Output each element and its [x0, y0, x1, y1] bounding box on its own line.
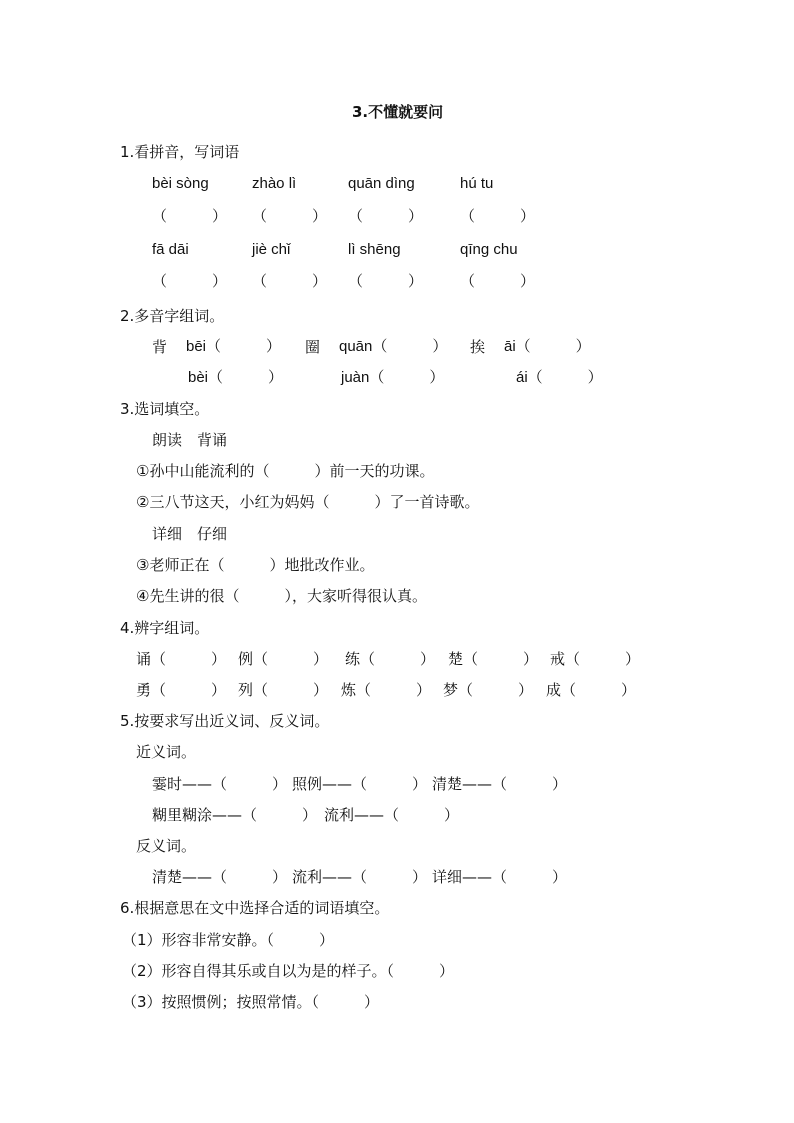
antonym-label: 反义词。: [136, 837, 197, 855]
char-entry[interactable]: 例（ ）: [238, 650, 329, 668]
polyphone-entry[interactable]: quān（ ）: [339, 338, 448, 355]
antonym-entry[interactable]: 详细——（ ）: [432, 868, 568, 886]
synonym-entry[interactable]: 照例——（ ）: [292, 775, 428, 793]
answer-blank[interactable]: （ ）: [348, 272, 424, 290]
char-entry[interactable]: 炼（ ）: [341, 681, 432, 699]
char-entry[interactable]: 诵（ ）: [136, 650, 227, 668]
word-choices: 朗读 背诵: [152, 431, 228, 449]
pinyin-item: bèi sòng: [152, 175, 209, 192]
char-entry[interactable]: 梦（ ）: [443, 681, 534, 699]
synonym-entry[interactable]: 霎时——（ ）: [152, 775, 288, 793]
char-entry[interactable]: 楚（ ）: [448, 650, 539, 668]
synonym-entry[interactable]: 清楚——（ ）: [432, 775, 568, 793]
polyphone-entry[interactable]: ái（ ）: [516, 369, 603, 386]
q4-heading: 4.辨字组词。: [120, 619, 210, 637]
char-entry[interactable]: 勇（ ）: [136, 681, 227, 699]
synonym-entry[interactable]: 糊里糊涂——（ ）: [152, 806, 318, 824]
q2-heading: 2.多音字组词。: [120, 307, 225, 325]
answer-blank[interactable]: （ ）: [152, 272, 228, 290]
word-choices: 详细 仔细: [152, 525, 228, 543]
synonym-entry[interactable]: 流利——（ ）: [324, 806, 460, 824]
fill-sentence[interactable]: ③老师正在（ ）地批改作业。: [136, 556, 375, 574]
q1-heading: 1.看拼音，写词语: [120, 143, 240, 161]
pinyin-item: hú tu: [460, 175, 494, 192]
q6-heading: 6.根据意思在文中选择合适的词语填空。: [120, 899, 390, 917]
pinyin-item: fā dāi: [152, 241, 189, 258]
polyphone-char: 挨: [470, 338, 486, 356]
char-entry[interactable]: 练（ ）: [345, 650, 436, 668]
pinyin-item: quān dìng: [348, 175, 415, 192]
answer-blank[interactable]: （ ）: [252, 272, 328, 290]
polyphone-entry[interactable]: bēi（ ）: [186, 338, 282, 355]
polyphone-char: 圈: [305, 338, 321, 356]
answer-blank[interactable]: （ ）: [460, 272, 536, 290]
pinyin-item: qīng chu: [460, 241, 518, 258]
definition-item[interactable]: （1）形容非常安静。（ ）: [122, 931, 335, 949]
fill-sentence[interactable]: ②三八节这天，小红为妈妈（ ）了一首诗歌。: [136, 493, 480, 511]
fill-sentence[interactable]: ④先生讲的很（ ），大家听得很认真。: [136, 587, 427, 605]
synonym-label: 近义词。: [136, 743, 197, 761]
pinyin-item: jiè chǐ: [252, 241, 291, 258]
polyphone-entry[interactable]: bèi（ ）: [188, 369, 284, 386]
polyphone-char: 背: [152, 338, 168, 356]
q3-heading: 3.选词填空。: [120, 400, 210, 418]
char-entry[interactable]: 成（ ）: [546, 681, 637, 699]
polyphone-entry[interactable]: juàn（ ）: [341, 369, 445, 386]
answer-blank[interactable]: （ ）: [152, 207, 228, 225]
answer-blank[interactable]: （ ）: [460, 207, 536, 225]
antonym-entry[interactable]: 流利——（ ）: [292, 868, 428, 886]
pinyin-item: zhào lì: [252, 175, 297, 192]
antonym-entry[interactable]: 清楚——（ ）: [152, 868, 288, 886]
definition-item[interactable]: （2）形容自得其乐或自以为是的样子。（ ）: [122, 962, 455, 980]
answer-blank[interactable]: （ ）: [252, 207, 328, 225]
pinyin-item: lì shēng: [348, 241, 401, 258]
fill-sentence[interactable]: ①孙中山能流利的（ ）前一天的功课。: [136, 462, 435, 480]
char-entry[interactable]: 列（ ）: [238, 681, 329, 699]
polyphone-entry[interactable]: āi（ ）: [504, 338, 591, 355]
page-title: 3.不懂就要问: [352, 103, 444, 121]
answer-blank[interactable]: （ ）: [348, 207, 424, 225]
q5-heading: 5.按要求写出近义词、反义词。: [120, 712, 330, 730]
char-entry[interactable]: 戒（ ）: [550, 650, 641, 668]
definition-item[interactable]: （3）按照惯例；按照常情。（ ）: [122, 993, 380, 1011]
